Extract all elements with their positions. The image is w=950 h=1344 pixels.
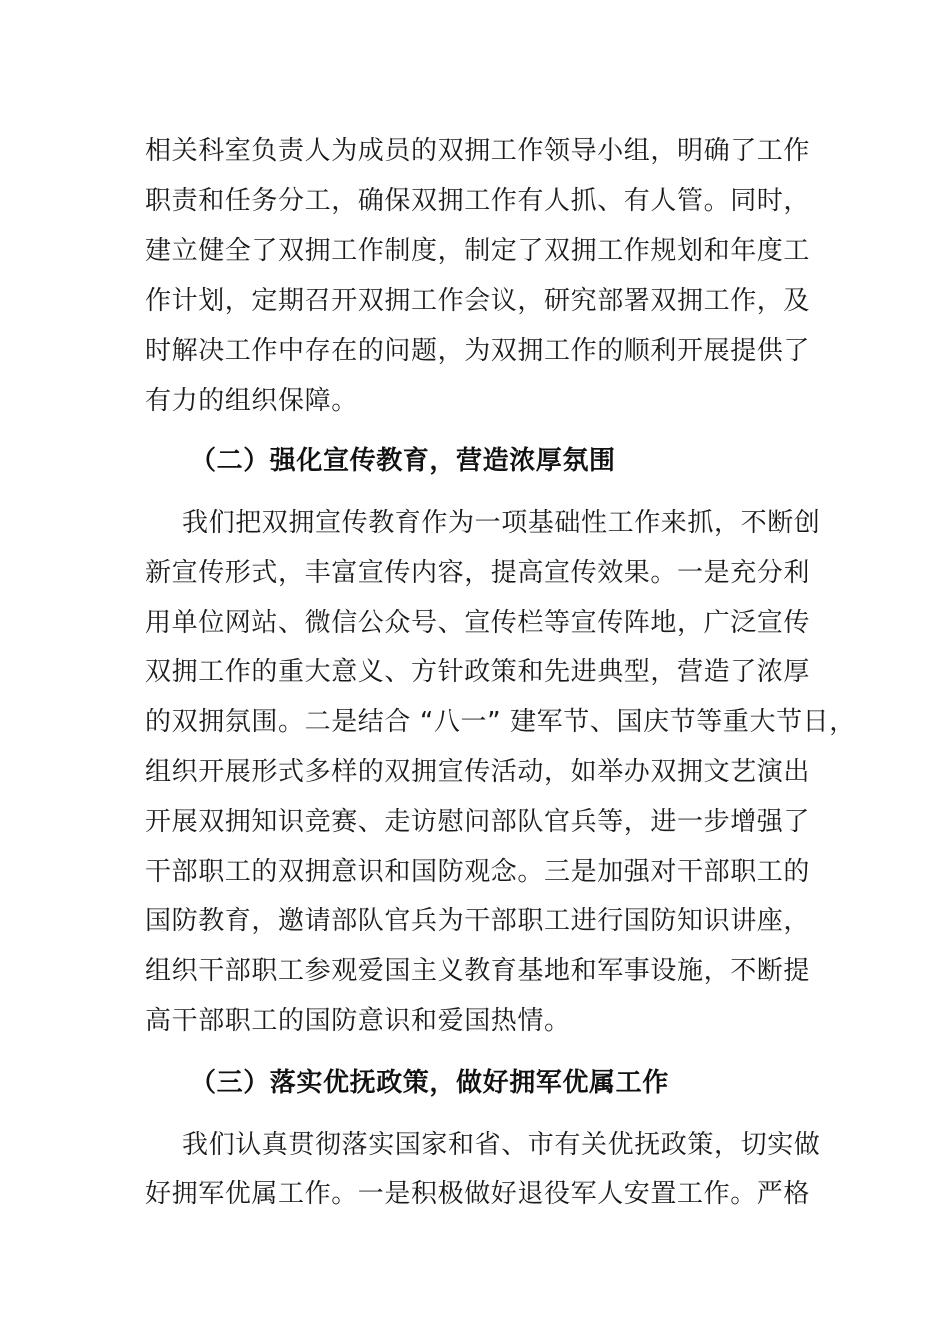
paragraph-line: 组织干部职工参观爱国主义教育基地和军事设施，不断提 <box>145 956 811 986</box>
paragraph-line: 好拥军优属工作。一是积极做好退役军人安置工作。严格 <box>145 1179 811 1209</box>
section-heading: （三）落实优抚政策，做好拥军优属工作 <box>190 1068 669 1098</box>
paragraph-line: 相关科室负责人为成员的双拥工作领导小组，明确了工作 <box>145 136 811 166</box>
paragraph-line: 我们把双拥宣传教育作为一项基础性工作来抓，不断创 <box>182 508 821 538</box>
section-heading: （二）强化宣传教育，营造浓厚氛围 <box>190 446 616 476</box>
paragraph-line: 有力的组织保障。 <box>145 386 358 416</box>
paragraph-line: 的双拥氛围。二是结合 “八一” 建军节、国庆节等重大节日， <box>145 707 856 737</box>
paragraph-line: 建立健全了双拥工作制度，制定了双拥工作规划和年度工 <box>145 236 811 266</box>
paragraph-line: 用单位网站、微信公众号、宣传栏等宣传阵地，广泛宣传 <box>145 608 811 638</box>
paragraph-line: 干部职工的双拥意识和国防观念。三是加强对干部职工的 <box>145 857 811 887</box>
paragraph-line: 双拥工作的重大意义、方针政策和先进典型，营造了浓厚 <box>145 657 811 687</box>
paragraph-line: 新宣传形式，丰富宣传内容，提高宣传效果。一是充分利 <box>145 558 811 588</box>
paragraph-line: 开展双拥知识竞赛、走访慰问部队官兵等，进一步增强了 <box>145 807 811 837</box>
paragraph-line: 时解决工作中存在的问题，为双拥工作的顺利开展提供了 <box>145 336 811 366</box>
paragraph-line: 组织开展形式多样的双拥宣传活动，如举办双拥文艺演出 <box>145 757 811 787</box>
paragraph-line: 职责和任务分工，确保双拥工作有人抓、有人管。同时， <box>145 186 811 216</box>
paragraph-line: 作计划，定期召开双拥工作会议，研究部署双拥工作，及 <box>145 286 811 316</box>
paragraph-line: 高干部职工的国防意识和爱国热情。 <box>145 1006 571 1036</box>
paragraph-line: 国防教育，邀请部队官兵为干部职工进行国防知识讲座， <box>145 906 811 936</box>
paragraph-line: 我们认真贯彻落实国家和省、市有关优抚政策，切实做 <box>182 1130 821 1160</box>
